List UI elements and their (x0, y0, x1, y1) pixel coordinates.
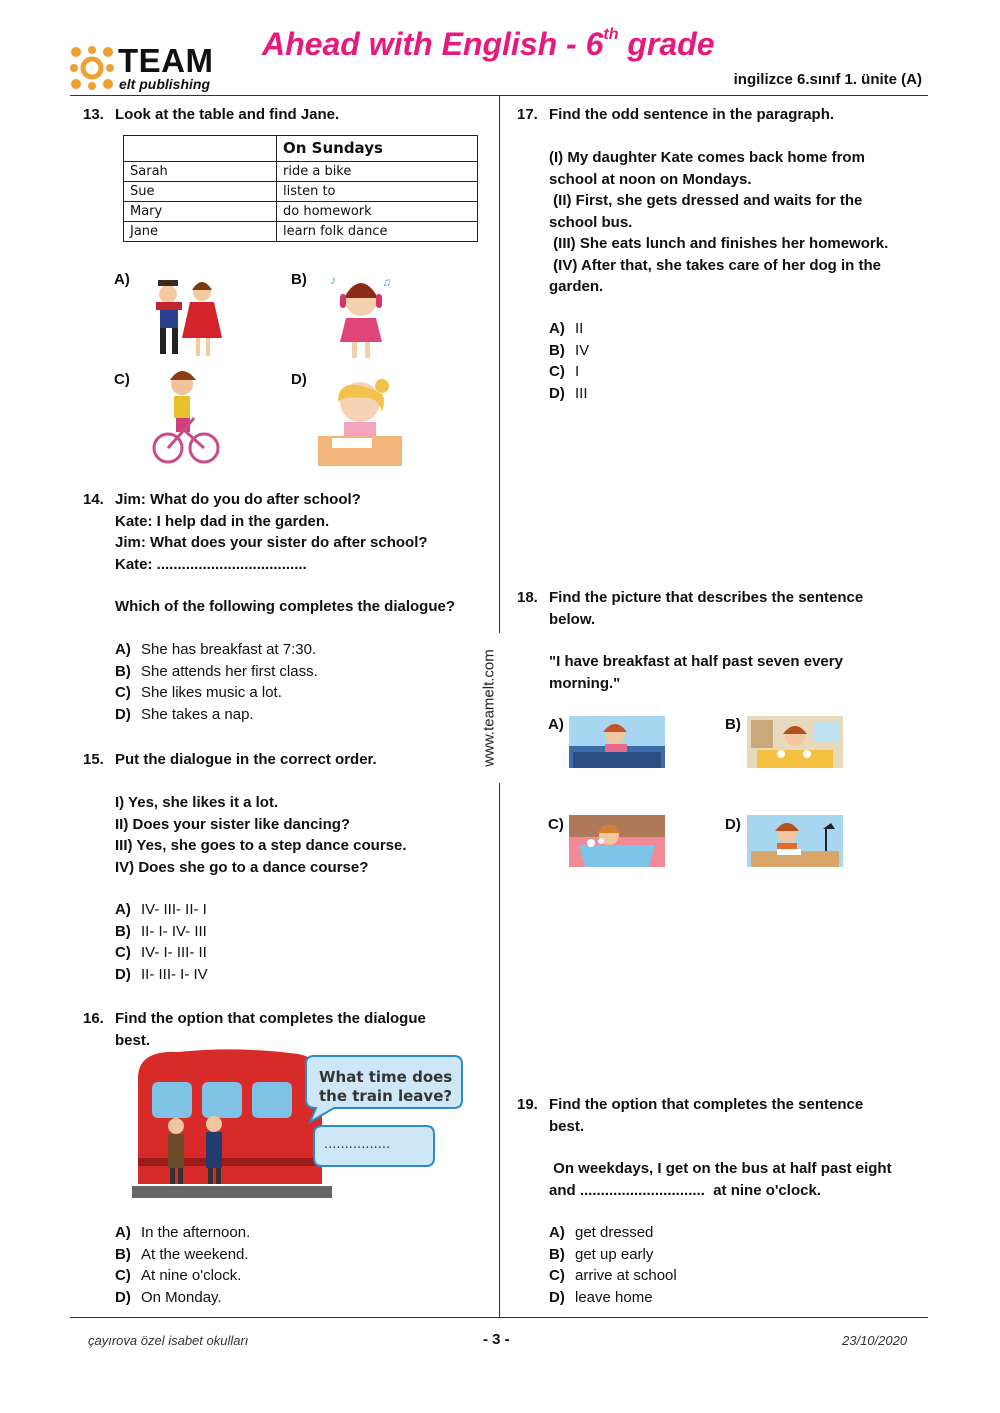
option-c[interactable] (115, 942, 207, 964)
question-number: 17. (517, 106, 538, 123)
option-b[interactable] (549, 340, 589, 362)
option-letter: C) (549, 363, 565, 380)
bubble-question-line: the train leave? (319, 1087, 453, 1105)
paragraph-line: school at noon on Mondays. (549, 170, 752, 188)
quote-line: morning." (549, 674, 621, 692)
option-b-label[interactable]: B) (291, 271, 307, 288)
option-d-label[interactable]: D) (725, 816, 741, 833)
question-stem: Find the odd sentence in the paragraph. (549, 106, 835, 123)
option-text: II- III- I- IV (141, 965, 208, 983)
girl-headphones-picture[interactable] (328, 272, 394, 364)
table-row (124, 202, 478, 222)
unit-label: ingilizce 6.sınıf 1. ünite (A) (733, 71, 922, 88)
team-logo-icon (70, 46, 114, 90)
publisher-logo (70, 42, 220, 92)
footer-school: çayırova özel isabet okulları (88, 1333, 249, 1348)
option-a-label[interactable]: A) (114, 271, 130, 288)
dialogue-line: Kate: .................................... (115, 555, 307, 573)
option-letter: C) (115, 944, 131, 961)
question-15 (83, 749, 493, 989)
paragraph-line: (I) My daughter Kate comes back home from (549, 149, 865, 166)
option-letter: A) (115, 641, 131, 658)
option-c[interactable] (115, 682, 282, 704)
girl-in-bath-picture[interactable] (569, 815, 665, 867)
option-text: She attends her first class. (141, 662, 318, 680)
sentence-line: On weekdays, I get on the bus at half past eight (549, 1160, 892, 1177)
question-stem: Look at the table and find Jane. (115, 106, 340, 123)
girl-bike-picture[interactable] (150, 368, 220, 466)
girl-in-car-picture[interactable] (569, 716, 665, 768)
question-stem: Find the option that completes the dialogue (115, 1010, 426, 1027)
sentence-line: and .............................. at nine o'clock. (549, 1181, 821, 1199)
table-cell-name: Mary (124, 202, 277, 222)
dialogue-line: I) Yes, she likes it a lot. (115, 794, 279, 811)
table-cell-activity: listen to (277, 182, 478, 202)
paragraph-line: school bus. (549, 213, 633, 231)
option-letter: A) (549, 1224, 565, 1241)
option-text: get dressed (575, 1224, 654, 1241)
option-letter: D) (115, 1288, 131, 1306)
option-letter: B) (115, 662, 131, 680)
question-number: 18. (517, 589, 538, 606)
table-cell-activity: ride a bike (277, 162, 478, 182)
question-number: 16. (83, 1010, 104, 1027)
option-text: At nine o'clock. (141, 1267, 242, 1284)
question-stem: Find the picture that describes the sentence (549, 589, 864, 606)
logo-name: TEAM (118, 42, 214, 79)
footer-date: 23/10/2020 (842, 1333, 908, 1348)
girl-at-desk-picture[interactable] (747, 815, 843, 867)
option-d[interactable] (115, 704, 254, 726)
table-row (124, 222, 478, 242)
table-row (124, 162, 478, 182)
paragraph-line: (IV) After that, she takes care of her dog in the (549, 256, 882, 274)
dialogue-line: IV) Does she go to a dance course? (115, 858, 369, 876)
question-number: 14. (83, 491, 104, 508)
question-19 (517, 1094, 927, 1309)
option-d[interactable] (115, 964, 208, 986)
option-text: IV- III- II- I (141, 901, 207, 918)
paragraph-line: garden. (549, 278, 604, 295)
column-divider-top (499, 96, 500, 633)
paragraph-line: (II) First, she gets dressed and waits for the (549, 192, 863, 209)
option-letter: B) (115, 922, 131, 940)
question-17 (517, 104, 927, 404)
option-text: II- I- IV- III (141, 922, 207, 940)
girl-at-breakfast-picture[interactable] (747, 716, 843, 768)
option-text: arrive at school (575, 1267, 677, 1284)
table-cell-activity: do homework (277, 202, 478, 222)
option-text: She has breakfast at 7:30. (141, 641, 317, 658)
question-number: 19. (517, 1096, 538, 1113)
option-b-label[interactable]: B) (725, 716, 741, 733)
dialogue-line: III) Yes, she goes to a step dance course. (115, 837, 407, 854)
option-text: II (575, 320, 584, 337)
option-letter: D) (549, 384, 565, 402)
option-letter: C) (115, 1267, 131, 1284)
option-a[interactable] (115, 899, 207, 921)
question-number: 13. (83, 106, 104, 123)
logo-subtitle: elt publishing (119, 76, 210, 92)
table-cell-name: Jane (124, 222, 277, 242)
option-letter: B) (549, 1245, 565, 1263)
dialogue-line: Kate: I help dad in the garden. (115, 512, 330, 530)
option-text: leave home (575, 1288, 653, 1306)
option-c[interactable] (115, 1265, 241, 1287)
title-superscript: th (603, 26, 619, 44)
option-letter: C) (115, 684, 131, 701)
footer-divider (70, 1317, 928, 1318)
table-header-cell (124, 136, 277, 162)
question-stem: best. (549, 1117, 585, 1135)
option-text: At the weekend. (141, 1245, 249, 1263)
bubble-answer: ................ (324, 1137, 391, 1152)
question-13 (83, 104, 483, 134)
dialogue-line: Jim: What does your sister do after school? (115, 534, 428, 551)
dialogue-line: Jim: What do you do after school? (115, 491, 361, 508)
option-a[interactable] (549, 318, 583, 340)
option-a[interactable] (549, 1222, 653, 1244)
option-text: IV (575, 341, 590, 359)
option-text: IV- I- III- II (141, 944, 207, 961)
option-c-label[interactable]: C) (114, 371, 130, 388)
option-c[interactable] (549, 361, 579, 383)
option-a[interactable] (115, 1222, 250, 1244)
option-text: On Monday. (141, 1288, 222, 1306)
option-letter: B) (549, 341, 565, 359)
page-number: - 3 - (483, 1331, 510, 1348)
option-b[interactable] (549, 1244, 653, 1266)
option-a[interactable] (115, 639, 316, 661)
table-header-cell: On Sundays (277, 136, 478, 162)
option-text: I (575, 363, 580, 380)
activity-table (123, 135, 478, 242)
option-letter: A) (549, 320, 565, 337)
train-dialogue-picture (132, 1048, 472, 1204)
question-stem: Find the option that completes the sentence (549, 1096, 864, 1113)
girl-homework-picture[interactable] (318, 372, 402, 466)
option-b[interactable] (115, 661, 318, 683)
question-stem: below. (549, 610, 596, 628)
page-title (262, 26, 715, 63)
bubble-question-line: What time does (319, 1068, 453, 1086)
table-header-row (124, 136, 478, 162)
table-cell-name: Sarah (124, 162, 277, 182)
option-a-label[interactable]: A) (548, 716, 564, 733)
folk-dancers-picture[interactable] (140, 272, 226, 362)
option-letter: A) (115, 901, 131, 918)
option-letter: B) (115, 1245, 131, 1263)
option-letter: D) (549, 1288, 565, 1306)
svg-text:♪: ♪ (330, 273, 336, 287)
question-stem: Which of the following completes the dialogue? (115, 598, 455, 615)
column-divider-bottom (499, 783, 500, 1317)
table-cell-activity: learn folk dance (277, 222, 478, 242)
option-text: She likes music a lot. (141, 684, 282, 701)
question-18 (517, 587, 927, 697)
option-d[interactable] (115, 1287, 222, 1309)
option-d[interactable] (549, 383, 588, 405)
option-d[interactable] (549, 1287, 653, 1309)
question-14 (83, 489, 493, 729)
question-number: 15. (83, 751, 104, 768)
table-cell-name: Sue (124, 182, 277, 202)
option-b[interactable] (115, 1244, 249, 1266)
option-text: She takes a nap. (141, 705, 254, 723)
svg-text:♫: ♫ (382, 275, 391, 289)
title-main: Ahead with English - 6 (262, 26, 604, 62)
option-letter: C) (549, 1267, 565, 1284)
question-stem: Put the dialogue in the correct order. (115, 751, 377, 768)
option-text: In the afternoon. (141, 1224, 251, 1241)
option-b[interactable] (115, 921, 207, 943)
option-letter: D) (115, 705, 131, 723)
option-d-label[interactable]: D) (291, 371, 307, 388)
option-letter: D) (115, 965, 131, 983)
title-end: grade (618, 26, 715, 62)
question-stem: best. (115, 1031, 151, 1049)
option-text: get up early (575, 1245, 654, 1263)
paragraph-line: (III) She eats lunch and finishes her homework. (549, 235, 889, 252)
dialogue-line: II) Does your sister like dancing? (115, 815, 351, 833)
quote-line: "I have breakfast at half past seven every (549, 653, 843, 670)
option-letter: A) (115, 1224, 131, 1241)
option-c[interactable] (549, 1265, 677, 1287)
table-row (124, 182, 478, 202)
option-text: III (575, 384, 588, 402)
option-c-label[interactable]: C) (548, 816, 564, 833)
website-text: www.teamelt.com (480, 649, 498, 767)
